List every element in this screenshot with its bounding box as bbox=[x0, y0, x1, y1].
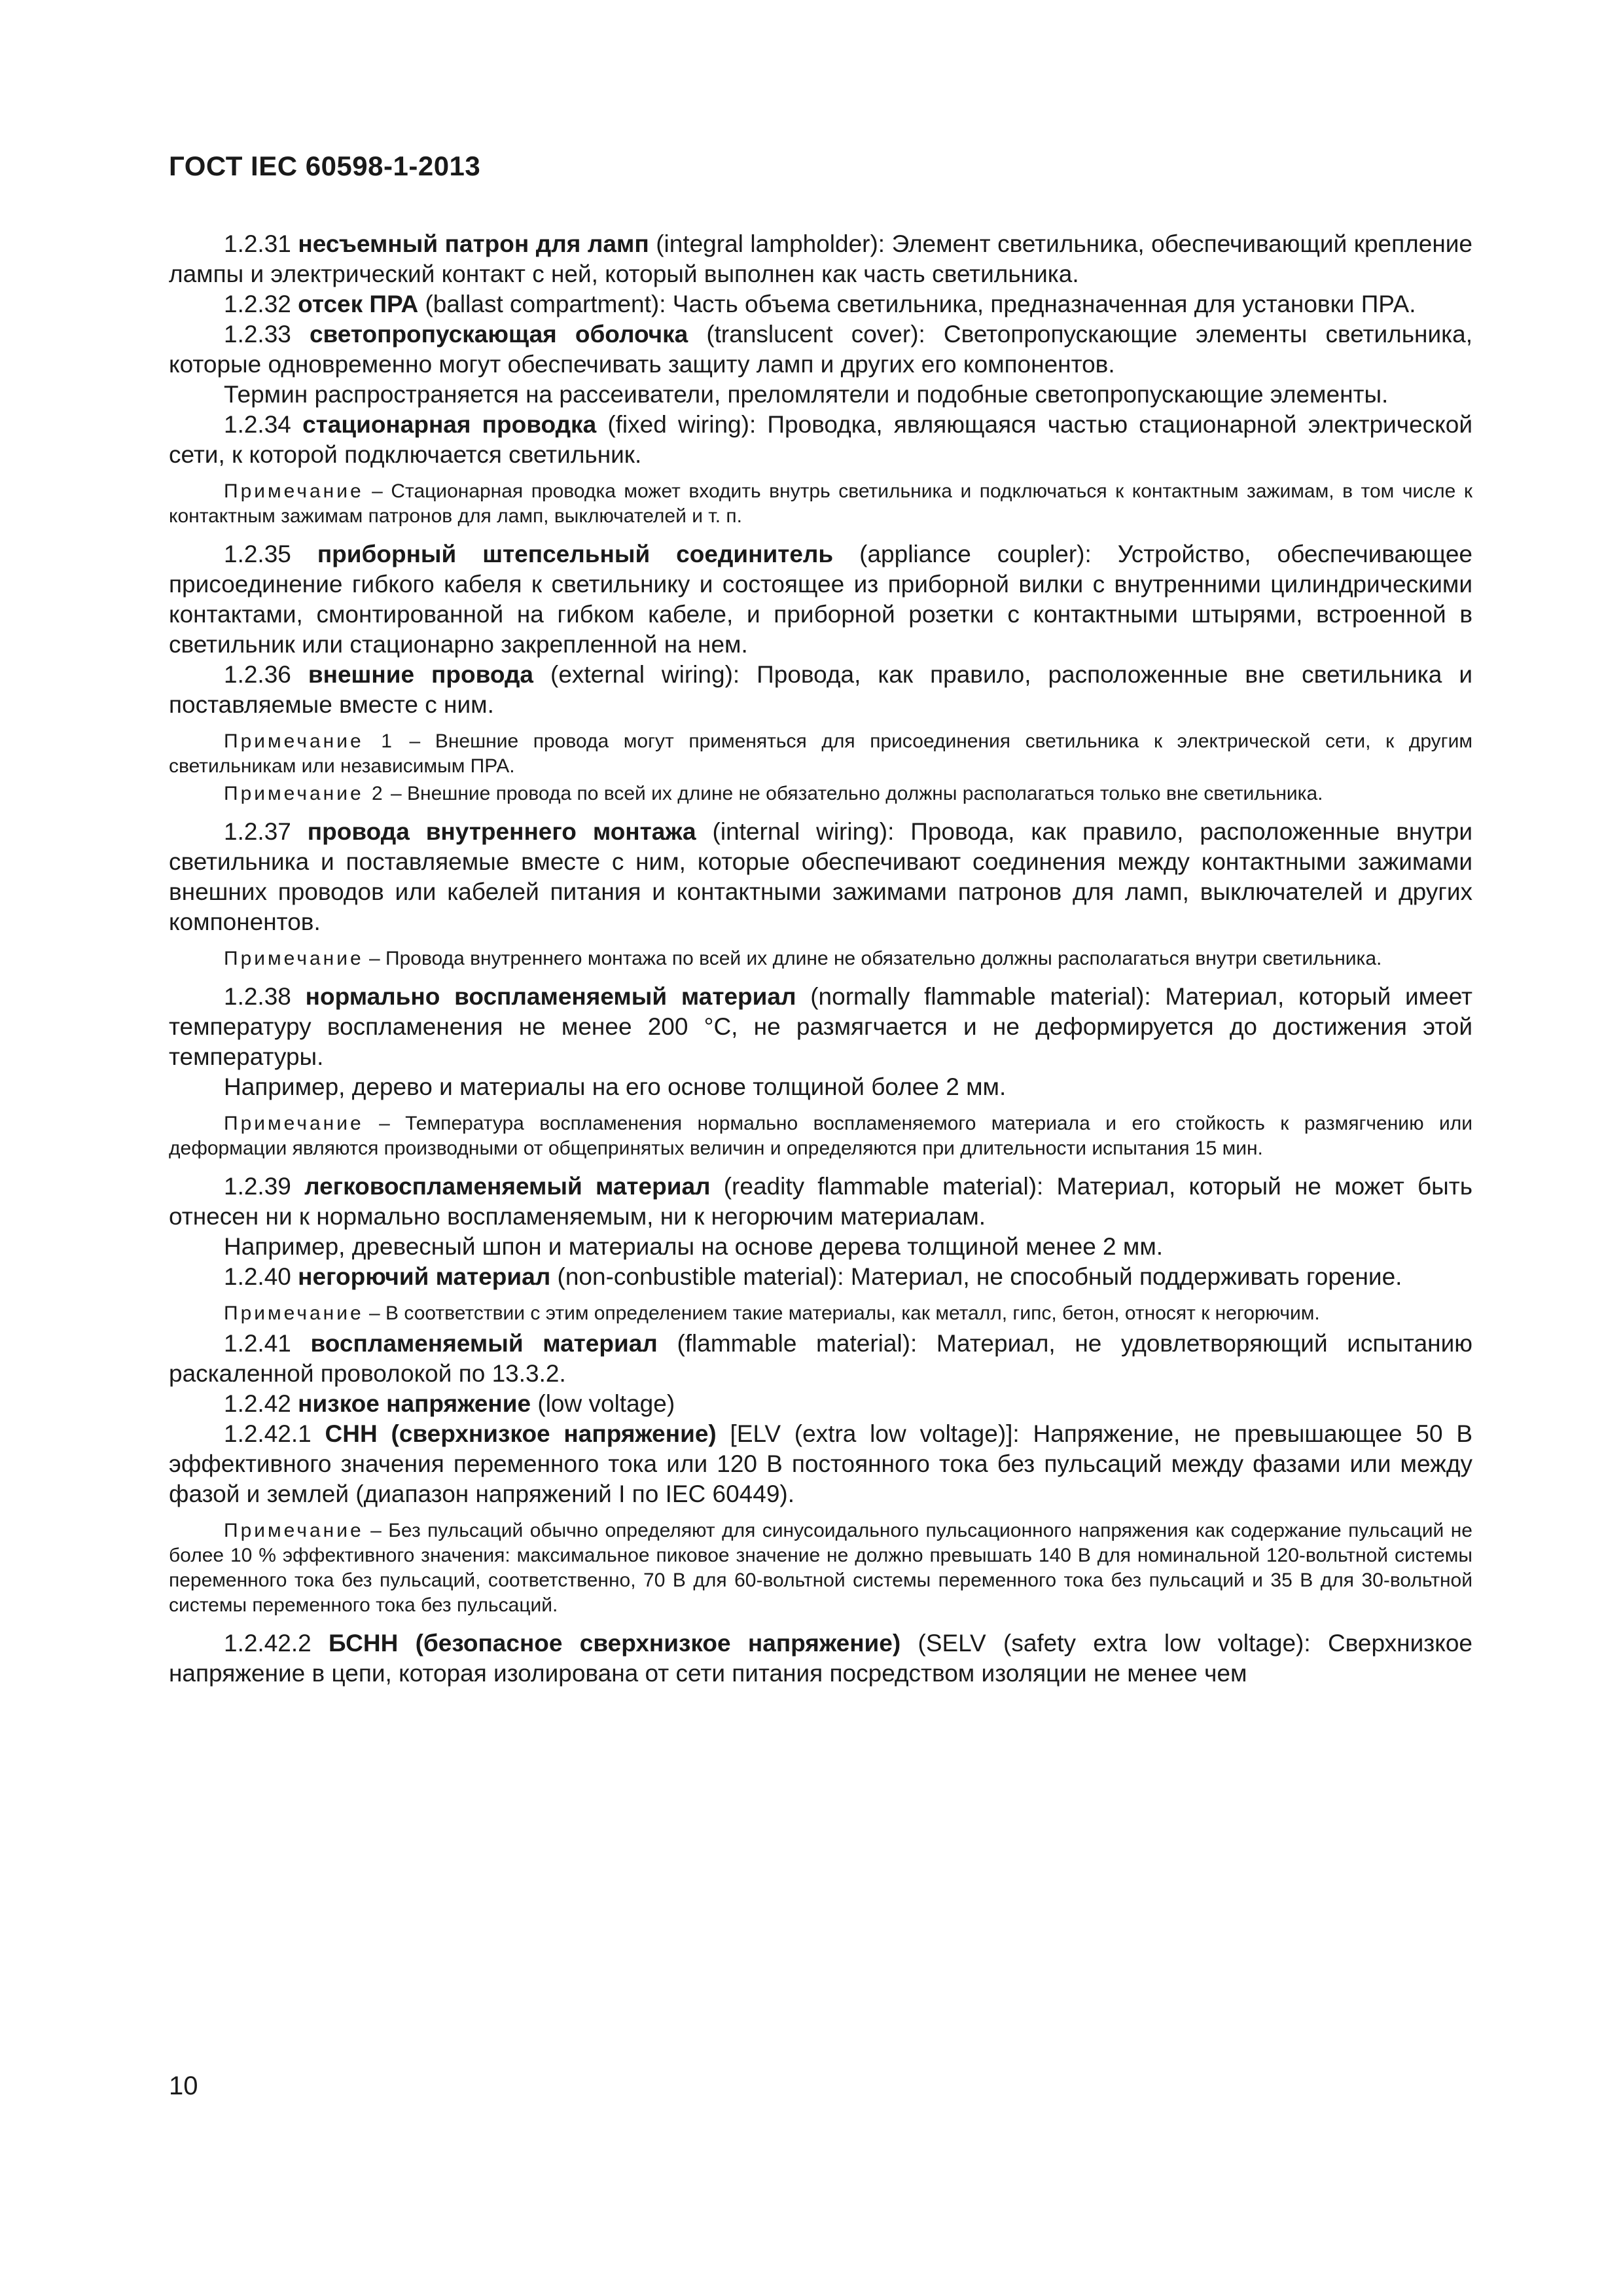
paragraph: Термин распространяется на рассеиватели, преломлятели и подобные светопропускающие элементы. bbox=[224, 381, 1389, 408]
definition-1-2-31: 1.2.31 несъемный патрон для ламп (integral lampholder): Элемент светильника, обеспечивающий крепление лампы и электрический контакт с ней, который выполнен как часть светильника. bbox=[169, 230, 1472, 287]
term: воспламеняемый материал bbox=[310, 1330, 658, 1357]
definition-1-2-33: 1.2.33 светопропускающая оболочка (translucent cover): Светопропускающие элементы светильника, которые одновременно могут обеспечивать защиту ламп и других его компонентов. bbox=[169, 321, 1472, 378]
term: БСНН (безопасное сверхнизкое напряжение) bbox=[329, 1630, 901, 1657]
note: Примечание – В соответствии с этим определением такие материалы, как металл, гипс, бетон, относят к негорючим. bbox=[224, 1302, 1320, 1324]
note: Примечание 2 – Внешние провода по всей их длине не обязательно должны располагаться только вне светильника. bbox=[224, 783, 1323, 804]
term: провода внутреннего монтажа bbox=[307, 818, 696, 845]
definition-1-2-39: 1.2.39 легковоспламеняемый материал (readity flammable material): Материал, который не может быть отнесен ни к нормально воспламеняемым, ни к негорючим материалам. bbox=[169, 1173, 1473, 1230]
document-header: ГОСТ IEC 60598-1-2013 bbox=[169, 151, 481, 181]
note-label: Примечание 1 bbox=[224, 730, 395, 752]
note: Примечание – Провода внутреннего монтажа по всей их длине не обязательно должны располагаться внутри светильника. bbox=[224, 948, 1382, 969]
term: внешние провода bbox=[308, 661, 534, 688]
note-label: Примечание 2 bbox=[224, 783, 385, 804]
definition-1-2-38: 1.2.38 нормально воспламеняемый материал (normally flammable material): Материал, который имеет температуру воспламенения не менее 200 °С, не размягчается и не деформируется до достижения этой температуры. bbox=[169, 983, 1472, 1070]
note-label: Примечание bbox=[224, 1302, 364, 1324]
term: легковоспламеняемый материал bbox=[304, 1173, 711, 1200]
term: отсек ПРА bbox=[298, 291, 419, 317]
definition-1-2-42: 1.2.42 низкое напряжение (low voltage) bbox=[224, 1390, 675, 1417]
definition-1-2-40: 1.2.40 негорючий материал (non-conbustible material): Материал, не способный поддерживать горение. bbox=[224, 1263, 1402, 1290]
term: нормально воспламеняемый материал bbox=[305, 983, 796, 1010]
note-label: Примечание bbox=[224, 1113, 364, 1134]
definition-1-2-42-1: 1.2.42.1 СНН (сверхнизкое напряжение) [ELV (extra low voltage)]: Напряжение, не превышающее 50 В эффективного значения переменного тока или 120 В постоянного тока без пульсаций между фазами или между фазой и землей (диапазон напряжений I по IEC 60449). bbox=[169, 1420, 1473, 1507]
term: низкое напряжение bbox=[298, 1390, 531, 1417]
paragraph: Например, древесный шпон и материалы на основе дерева толщиной менее 2 мм. bbox=[224, 1233, 1164, 1260]
note: Примечание – Стационарная проводка может входить внутрь светильника и подключаться к контактным зажимам, в том числе к контактным зажимам патронов для ламп, выключателей и т. п. bbox=[169, 480, 1472, 527]
term: СНН (сверхнизкое напряжение) bbox=[325, 1420, 717, 1447]
paragraph: Например, дерево и материалы на его основе толщиной более 2 мм. bbox=[224, 1073, 1007, 1100]
definition-1-2-34: 1.2.34 стационарная проводка (fixed wiring): Проводка, являющаяся частью стационарной электрической сети, к которой подключается светильник. bbox=[169, 411, 1472, 468]
term: светопропускающая оболочка bbox=[309, 321, 688, 348]
page-number: 10 bbox=[169, 2072, 198, 2100]
note-label: Примечание bbox=[224, 480, 364, 502]
term: негорючий материал bbox=[298, 1263, 551, 1290]
term: несъемный патрон для ламп bbox=[298, 230, 649, 257]
note-label: Примечание bbox=[224, 948, 364, 969]
note: Примечание – Без пульсаций обычно определяют для синусоидального пульсационного напряжения как содержание пульсаций не более 10 % эффективного значения: максимальное пиковое значение не должно превышать 140 В для номинальной 120-вольтной системы переменного тока без пульсаций, соответственно, 70 В для 60-вольтной системы переменного тока без пульсаций и 35 В для 30-вольтной системы переменного тока без пульсаций. bbox=[169, 1520, 1472, 1616]
term: приборный штепсельный соединитель bbox=[317, 541, 834, 567]
note: Примечание – Температура воспламенения нормально воспламеняемого материала и его стойкость к размягчению или деформации являются производными от общепринятых величин и определяются при длительности испытания 15 мин. bbox=[169, 1113, 1472, 1159]
definition-1-2-36: 1.2.36 внешние провода (external wiring): Провода, как правило, расположенные вне светильника и поставляемые вместе с ним. bbox=[169, 661, 1472, 718]
definition-1-2-42-2: 1.2.42.2 БСНН (безопасное сверхнизкое напряжение) (SELV (safety extra low voltage): Сверхнизкое напряжение в цепи, которая изолирована от сети питания посредством изоляции не менее чем bbox=[169, 1630, 1472, 1687]
note-label: Примечание bbox=[224, 1520, 364, 1541]
document-body bbox=[169, 229, 1472, 1689]
definition-1-2-35: 1.2.35 приборный штепсельный соединитель (appliance coupler): Устройство, обеспечивающее присоединение гибкого кабеля к светильнику и состоящее из приборной вилки с внутренними цилиндрическими контактами, смонтированной на гибком кабеле, и приборной розетки с контактными штырями, встроенной в светильник или стационарно закрепленной на нем. bbox=[169, 541, 1473, 658]
term: стационарная проводка bbox=[302, 411, 597, 438]
note: Примечание 1 – Внешние провода могут применяться для присоединения светильника к электрической сети, к другим светильникам или независимым ПРА. bbox=[169, 730, 1472, 777]
definition-1-2-37: 1.2.37 провода внутреннего монтажа (internal wiring): Провода, как правило, расположенные внутри светильника и поставляемые вместе с ним, которые обеспечивают соединения между контактными зажимами внешних проводов или кабелей питания и контактными зажимами патронов для ламп, выключателей и других компонентов. bbox=[169, 818, 1473, 935]
definition-1-2-41: 1.2.41 воспламеняемый материал (flammable material): Материал, не удовлетворяющий испытанию раскаленной проволокой по 13.3.2. bbox=[169, 1330, 1473, 1387]
definition-1-2-32: 1.2.32 отсек ПРА (ballast compartment): Часть объема светильника, предназначенная для установки ПРА. bbox=[224, 291, 1416, 317]
